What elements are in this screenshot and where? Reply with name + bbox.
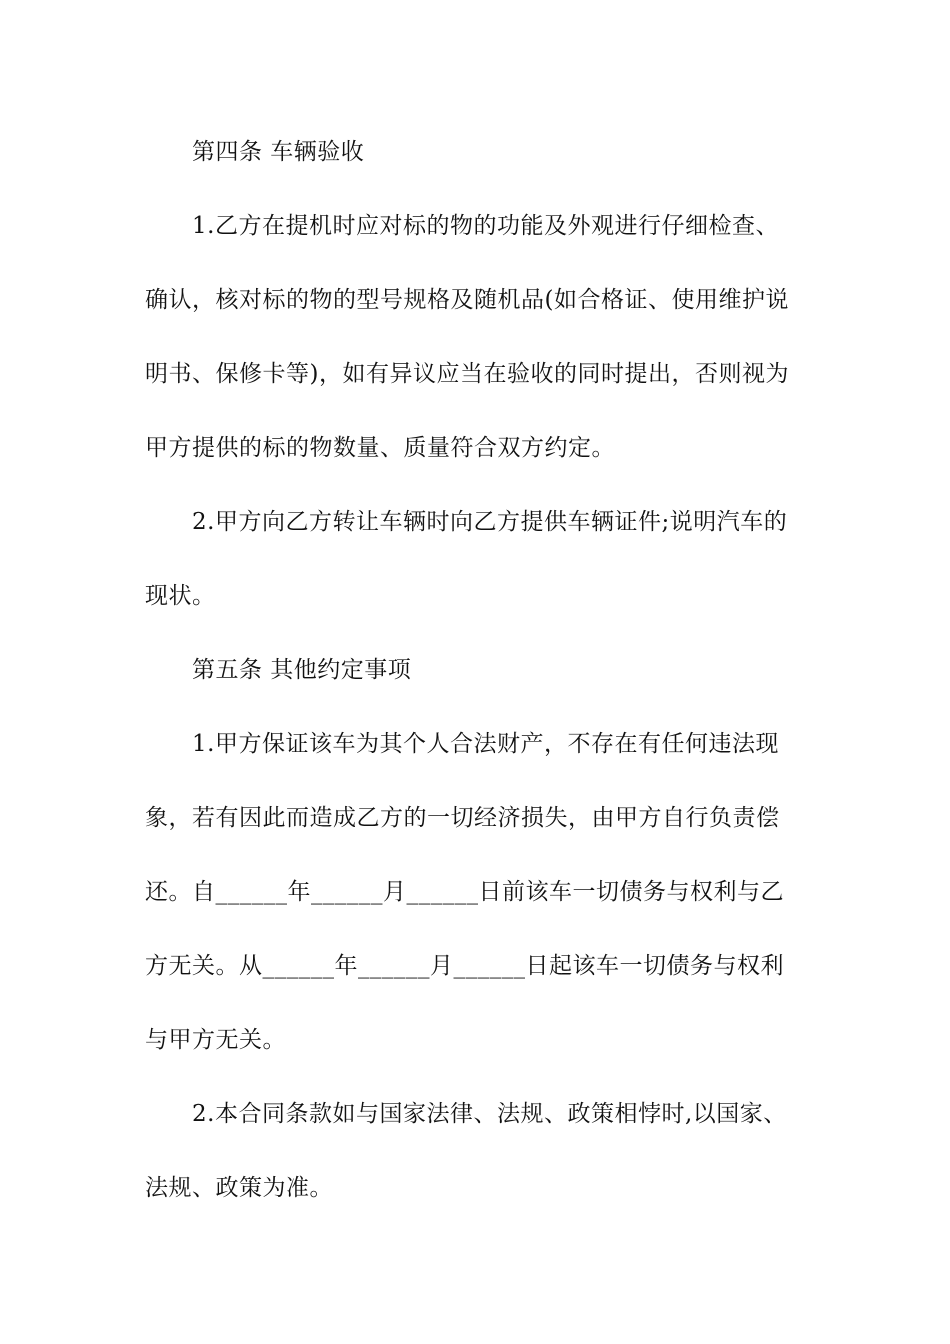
paragraph-line: 1.甲方保证该车为其个人合法财产，不存在有任何违法现 [192, 731, 779, 757]
paragraph-line: 2.甲方向乙方转让车辆时向乙方提供车辆证件;说明汽车的 [192, 509, 788, 535]
paragraph-line: 方无关。从______年______月______日起该车一切债务与权利 [145, 953, 784, 979]
paragraph-line: 与甲方无关。 [145, 1027, 286, 1053]
article-4-heading: 第四条 车辆验收 [192, 139, 365, 165]
paragraph-line: 法规、政策为准。 [145, 1175, 333, 1201]
paragraph-line: 确认，核对标的物的型号规格及随机品(如合格证、使用维护说 [145, 287, 789, 313]
paragraph-line: 还。自______年______月______日前该车一切债务与权利与乙 [145, 879, 784, 905]
paragraph-line: 象，若有因此而造成乙方的一切经济损失，由甲方自行负责偿 [145, 805, 780, 831]
article-5-heading: 第五条 其他约定事项 [192, 657, 412, 683]
paragraph-line: 明书、保修卡等)，如有异议应当在验收的同时提出，否则视为 [145, 361, 789, 387]
paragraph-line: 甲方提供的标的物数量、质量符合双方约定。 [145, 435, 615, 461]
paragraph-line: 2.本合同条款如与国家法律、法规、政策相悖时,以国家、 [192, 1101, 787, 1127]
paragraph-line: 1.乙方在提机时应对标的物的功能及外观进行仔细检查、 [192, 213, 779, 239]
paragraph-line: 现状。 [145, 583, 216, 609]
